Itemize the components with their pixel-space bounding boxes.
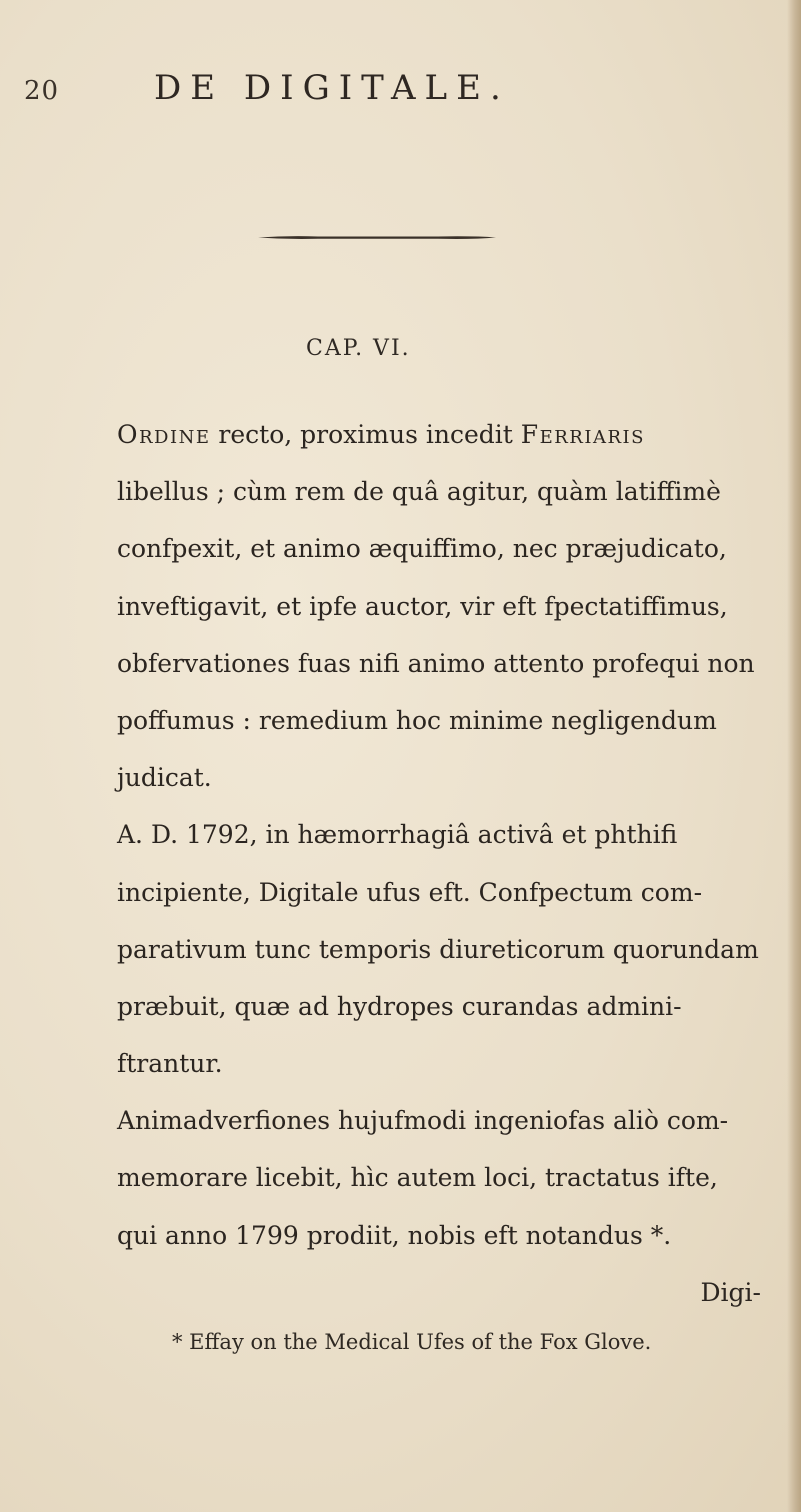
running-head: DE DIGITALE.	[154, 68, 510, 108]
text-line: præbuit, quæ ad hydropes curandas admini-	[117, 991, 682, 1021]
text-line: confpexit, et animo æquiffimo, nec præjudicato,	[117, 534, 727, 564]
page-number: 20	[24, 76, 60, 106]
opening-word: Ordine	[117, 420, 211, 449]
catchword: Digi-	[700, 1277, 761, 1307]
text-line: libellus ; cùm rem de quâ agitur, quàm latiffimè	[117, 477, 721, 507]
text-line: judicat.	[117, 763, 212, 793]
text-line-first	[117, 406, 767, 463]
text-line: ftrantur.	[117, 1049, 223, 1079]
text-line: qui anno 1799 prodiit, nobis eft notandus *.	[117, 1220, 672, 1250]
text-line: A. D. 1792, in hæmorrhagiâ activâ et phthifi	[117, 820, 678, 850]
page-edge-shadow	[787, 0, 801, 1512]
text-line: poffumus : remedium hoc minime negligendum	[117, 705, 717, 735]
first-line-text: recto, proximus incedit	[210, 420, 521, 449]
text-line: inveftigavit, et ipfe auctor, vir eft fpectatiffimus,	[117, 591, 728, 621]
ornament-rule	[258, 234, 496, 241]
chapter-heading: CAP. VI.	[306, 336, 411, 361]
text-line: obfervationes fuas nifi animo attento profequi non	[117, 648, 755, 678]
text-line: Animadverfiones hujufmodi ingeniofas aliò com-	[117, 1106, 729, 1136]
text-line: memorare licebit, hìc autem loci, tractatus ifte,	[117, 1163, 718, 1193]
footnote: * Effay on the Medical Ufes of the Fox Glove.	[172, 1330, 652, 1354]
body-text	[117, 406, 767, 1321]
author-name: Ferriaris	[520, 420, 645, 449]
text-line: incipiente, Digitale ufus eft. Confpectum com-	[117, 877, 703, 907]
text-line: parativum tunc temporis diureticorum quorundam	[117, 934, 759, 964]
